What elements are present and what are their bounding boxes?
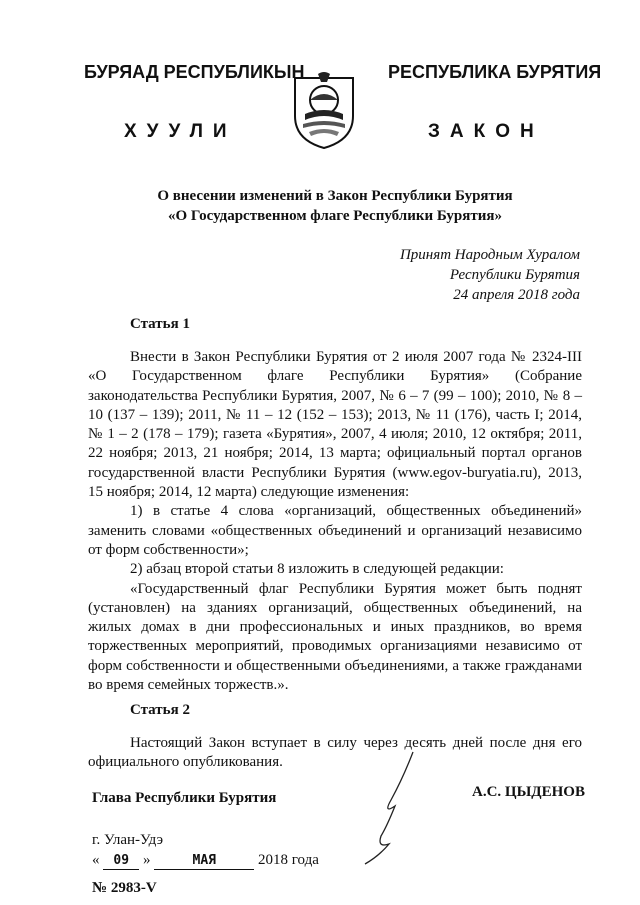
article-1-item-2: 2) абзац второй статьи 8 изложить в следующей редакции: (130, 561, 504, 578)
signing-place: г. Улан-Удэ (92, 832, 164, 848)
header-right-top: РЕСПУБЛИКА БУРЯТИЯ (388, 62, 602, 82)
law-title-line-1: О внесении изменений в Закон Республики Бурятия (157, 188, 513, 204)
date-month: МАЯ (154, 853, 254, 870)
article-1-body (88, 348, 582, 695)
adoption-note-line-2: Республики Бурятия (449, 267, 580, 283)
law-title-line-2: «О Государственном флаге Республики Бурятия» (167, 208, 503, 224)
adoption-note (400, 245, 580, 305)
article-2-text: Настоящий Закон вступает в силу через десять дней после дня его официального опубликования. (88, 735, 582, 771)
header-left-top: БУРЯАД РЕСПУБЛИКЫН (84, 62, 305, 82)
article-1-intro: Внести в Закон Республики Бурятия от 2 июля 2007 года № 2324-III «О Государственном флаге Республики Бурятия» (Собрание законодательства Республики Бурятия, 2007, № 6 – 7 (99 – 100); 2010, № 8 – 10 (137 – 139); 2011, № 11 – 12 (152 – 153); 2013, № 11 (176), часть I; 2014, № 1 – 2 (178 – 179); газета «Бурятия», 2007, 4 июля; 2010, 12 октября; 2011, 22 ноября; 2013, 21 ноября; 2014, 13 марта; официальный портал органов государственной власти Республики Бурятия (www.egov-buryatia.ru), 2013, 15 ноября; 2014, 12 марта) следующие изменения: (88, 349, 582, 501)
article-1-quote: «Государственный флаг Республики Бурятия может быть поднят (установлен) на зданиях организаций, общественных объединений, на жилых домах в дни профессиональных и иных праздников, во время торжественных мероприятий, проводимых организациями независимо от форм собственности и общественными объединениями, а также гражданами во время семейных торжеств.». (88, 580, 582, 694)
date-year: 2018 года (258, 852, 319, 868)
signatory-title: Глава Республики Бурятия (92, 790, 277, 806)
signatory-name: А.С. ЦЫДЕНОВ (472, 784, 585, 800)
date-quote-open: « (92, 852, 100, 868)
article-1-heading: Статья 1 (130, 316, 190, 332)
signing-date (92, 852, 319, 870)
date-quote-close: » (143, 852, 151, 868)
adoption-note-line-1: Принят Народным Хуралом (399, 247, 580, 263)
adoption-note-date: 24 апреля 2018 года (453, 287, 580, 303)
header-left-bottom: ХУУЛИ (124, 121, 237, 142)
handwritten-signature-icon (335, 748, 445, 868)
header-right-bottom: ЗАКОН (428, 121, 544, 142)
coat-of-arms-emblem-icon (291, 70, 357, 150)
article-1-item-1: 1) в статье 4 слова «организаций, общественных объединений» заменить словами «общественных объединений и организаций независимо от форм собственности»; (88, 503, 582, 558)
law-number: № 2983-V (92, 880, 157, 896)
law-title (70, 186, 600, 226)
date-day: 09 (103, 853, 139, 870)
article-2-heading: Статья 2 (130, 702, 190, 718)
